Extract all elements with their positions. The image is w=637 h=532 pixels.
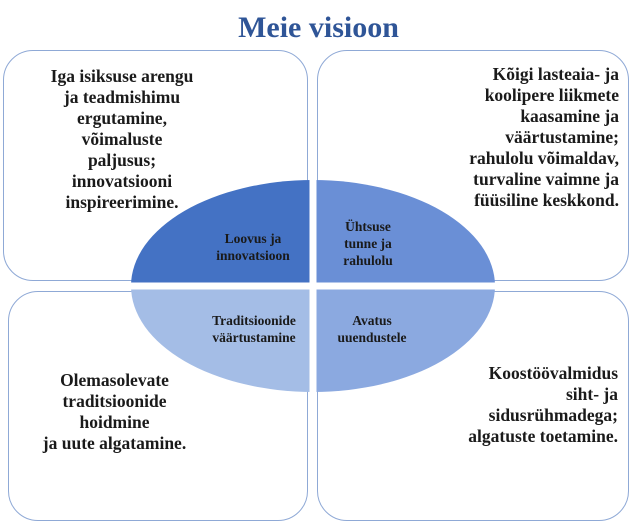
quadrant-text-bottom-left: Olemasolevate traditsioonide hoidmine ja uute algatamine. [42, 370, 187, 453]
segment-label-top-left: Loovus ja innovatsioon [216, 231, 290, 263]
quadrant-text-bottom-right: Koostöövalmidus siht- ja sidusrühmadega; algatuste toetamine. [468, 363, 618, 446]
segment-label-top-right: Ühtsuse tunne ja rahulolu [343, 219, 393, 268]
quadrant-text-top-left: Iga isiksuse arengu ja teadmishimu ergutamine, võimaluste paljusus; innovatsiooni inspireerimine. [50, 66, 194, 212]
segment-label-bottom-left: Traditsioonide väärtustamine [212, 313, 296, 345]
quadrant-text-top-right: Kõigi lasteaia- ja koolipere liikmete kaasamine ja väärtustamine; rahulolu võimaldav, turvaline vaimne ja füüsiline keskkond. [469, 64, 619, 210]
segment-label-bottom-right: Avatus uuendustele [337, 313, 407, 345]
page-title: Meie visioon [238, 11, 399, 44]
